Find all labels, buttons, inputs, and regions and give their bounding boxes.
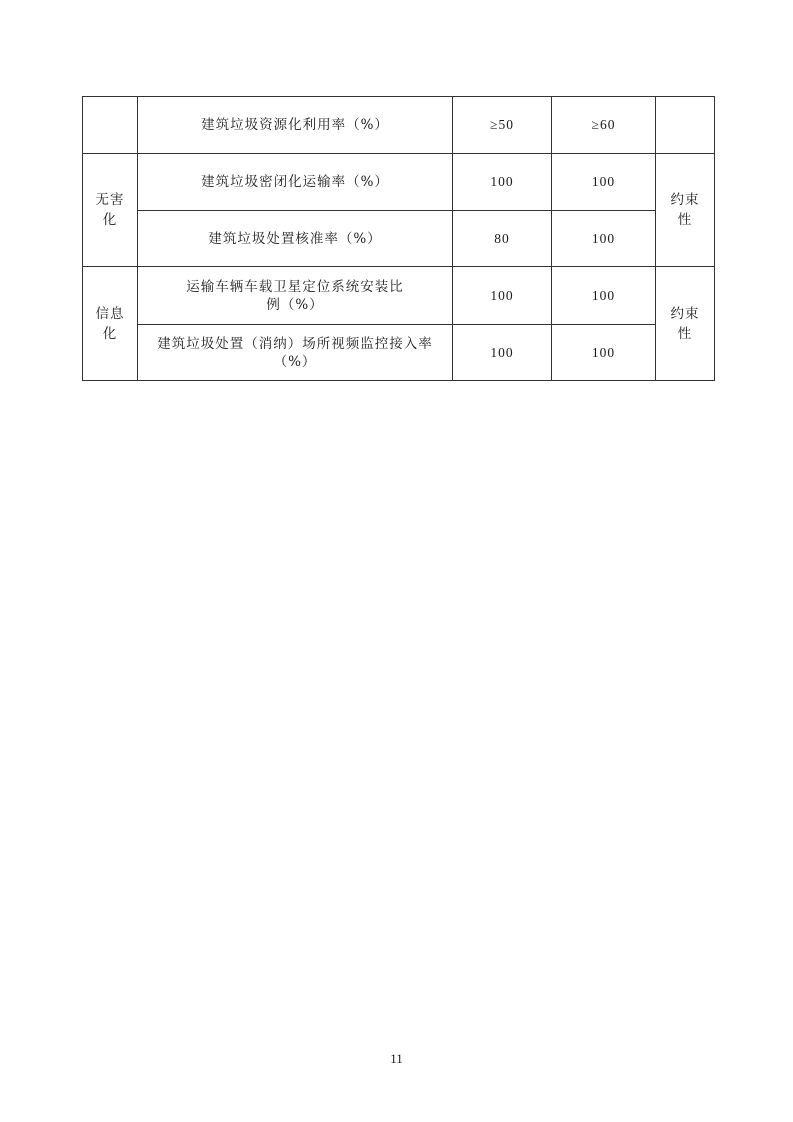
page-number: 11 <box>390 1051 403 1066</box>
indicator-cell: 建筑垃圾处置（消纳）场所视频监控接入率（%） <box>138 325 453 381</box>
attribute-cell: 约束性 <box>656 267 715 381</box>
category-cell <box>83 97 138 154</box>
attribute-cell: 约束性 <box>656 154 715 267</box>
target-value-a: 80 <box>453 211 552 267</box>
target-value-a: 100 <box>453 154 552 211</box>
target-value-a: 100 <box>453 325 552 381</box>
table-row <box>83 154 715 211</box>
indicator-cell: 建筑垃圾处置核准率（%） <box>138 211 453 267</box>
target-value-b: 100 <box>552 325 656 381</box>
table-row <box>83 97 715 154</box>
table-row <box>83 325 715 381</box>
attribute-cell <box>656 97 715 154</box>
category-cell: 无害化 <box>83 154 138 267</box>
target-value-b: 100 <box>552 211 656 267</box>
target-value-b: ≥60 <box>552 97 656 154</box>
category-cell: 信息化 <box>83 267 138 381</box>
target-value-a: ≥50 <box>453 97 552 154</box>
target-value-b: 100 <box>552 267 656 325</box>
target-value-b: 100 <box>552 154 656 211</box>
indicator-cell: 运输车辆车载卫星定位系统安装比例（%） <box>138 267 453 325</box>
target-value-a: 100 <box>453 267 552 325</box>
table-row <box>83 211 715 267</box>
indicator-cell: 建筑垃圾密闭化运输率（%） <box>138 154 453 211</box>
table-row <box>83 267 715 325</box>
indicator-table <box>82 96 715 381</box>
indicator-cell: 建筑垃圾资源化利用率（%） <box>138 97 453 154</box>
